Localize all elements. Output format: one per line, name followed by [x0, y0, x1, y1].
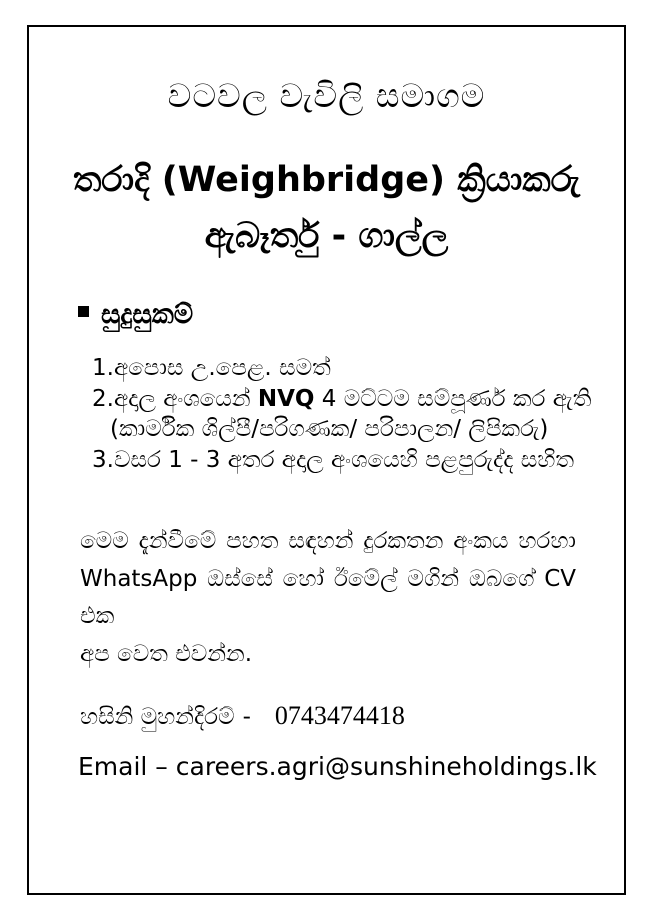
contact-separator: -: [242, 704, 251, 730]
qualification-item-3: [92, 445, 603, 476]
position-title: [30, 152, 623, 264]
qualification-item-2-continuation: (කාර්මික ශිල්පී/පරිගණක/ පරිපාලන/ ලිපිකරු): [110, 416, 549, 442]
qualification-item-1: [92, 353, 603, 384]
application-line-1: මෙම දැන්වීමේ පහත සඳහන් දුරකතන අංකය හරහා: [80, 528, 576, 554]
item-number: 3.: [92, 446, 114, 473]
position-title-line1: තරාදි (Weighbridge) ක්‍රියාකරු: [73, 160, 580, 200]
company-title: වටවල වැවිලි සමාගම: [167, 76, 486, 115]
application-instructions: [80, 523, 576, 673]
qualification-item-2: [92, 384, 603, 415]
contact-name: හසිනි මුහන්දිරම්: [80, 704, 235, 730]
application-line-3: අප වෙත එවන්න.: [80, 640, 253, 667]
application-line-2: WhatsApp ඔස්සේ හෝ ඊමේල් මගින් ඔබගේ CV එක: [80, 565, 576, 629]
qualifications-heading: [78, 299, 193, 331]
email-line: Email – careers.agri@sunshineholdings.lk: [78, 752, 597, 781]
phone-number: 0743474418: [274, 701, 405, 730]
item-text-post: 4 මට්ටම සම්පූර්ණ කර ඇති: [314, 385, 592, 412]
square-bullet-icon: [78, 306, 89, 317]
contact-line: [80, 701, 405, 731]
item-number: 2.: [92, 385, 114, 412]
item-text-nvq: NVQ: [257, 385, 315, 412]
item-text: අපොස උ.පෙළ. සමත්: [113, 355, 331, 381]
position-title-line2: ඇබෑර්තු - ගාල්ල: [204, 216, 449, 256]
qualifications-list: [92, 353, 603, 475]
item-text-pre: අදාල අංශයෙන්: [113, 385, 258, 412]
item-number: 1.: [92, 355, 114, 381]
qualifications-heading-label: සුදුසුකම්: [101, 299, 194, 330]
item-text: වසර 1 - 3 අතර අදාල අංශයෙහි පළපුරුද්ද සහිත: [113, 446, 575, 473]
